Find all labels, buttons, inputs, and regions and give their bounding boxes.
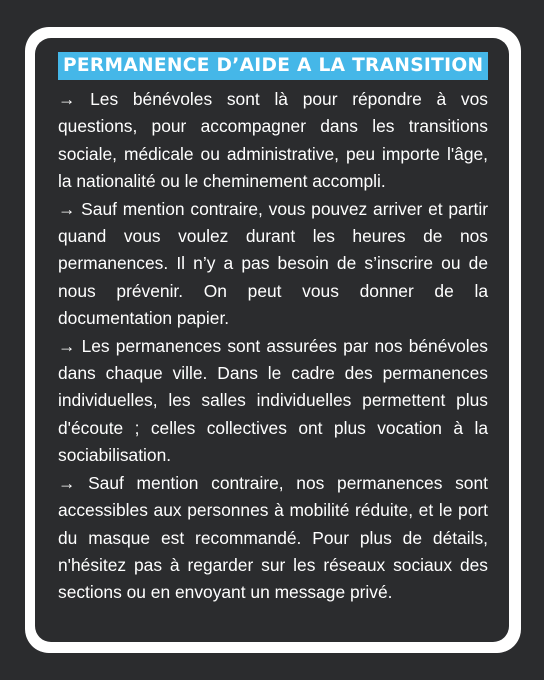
paragraph-volunteers: → Les bénévoles sont là pour répondre à vos questions, pour accompagner dans les transitions sociale, médicale ou administrative, peu importe l'âge, la nationalité ou le cheminement accompli. bbox=[58, 89, 488, 192]
notice-body bbox=[58, 86, 488, 607]
paragraph-schedule: → Sauf mention contraire, vous pouvez arriver et partir quand vous voulez durant les heures de nos permanences. Il n’y a pas besoin de s’inscrire ou de nous prévenir. On peut vous donner de la documentation papier. bbox=[58, 198, 488, 329]
notice-title: PERMANENCE D’AIDE A LA TRANSITION bbox=[58, 52, 488, 80]
paragraph-locations: → Les permanences sont assurées par nos bénévoles dans chaque ville. Dans le cadre des permanences individuelles, les salles individuelles permettent plus d'écoute ; celles collectives ont plus vocation à la sociabilisation. bbox=[58, 335, 488, 466]
paragraph-accessibility: → Sauf mention contraire, nos permanences sont accessibles aux personnes à mobilité réduite, et le port du masque est recommandé. Pour plus de détails, n'hésitez pas à regarder sur les réseaux sociaux des sections ou en envoyant un message privé. bbox=[58, 472, 488, 603]
notice-panel bbox=[35, 38, 509, 642]
